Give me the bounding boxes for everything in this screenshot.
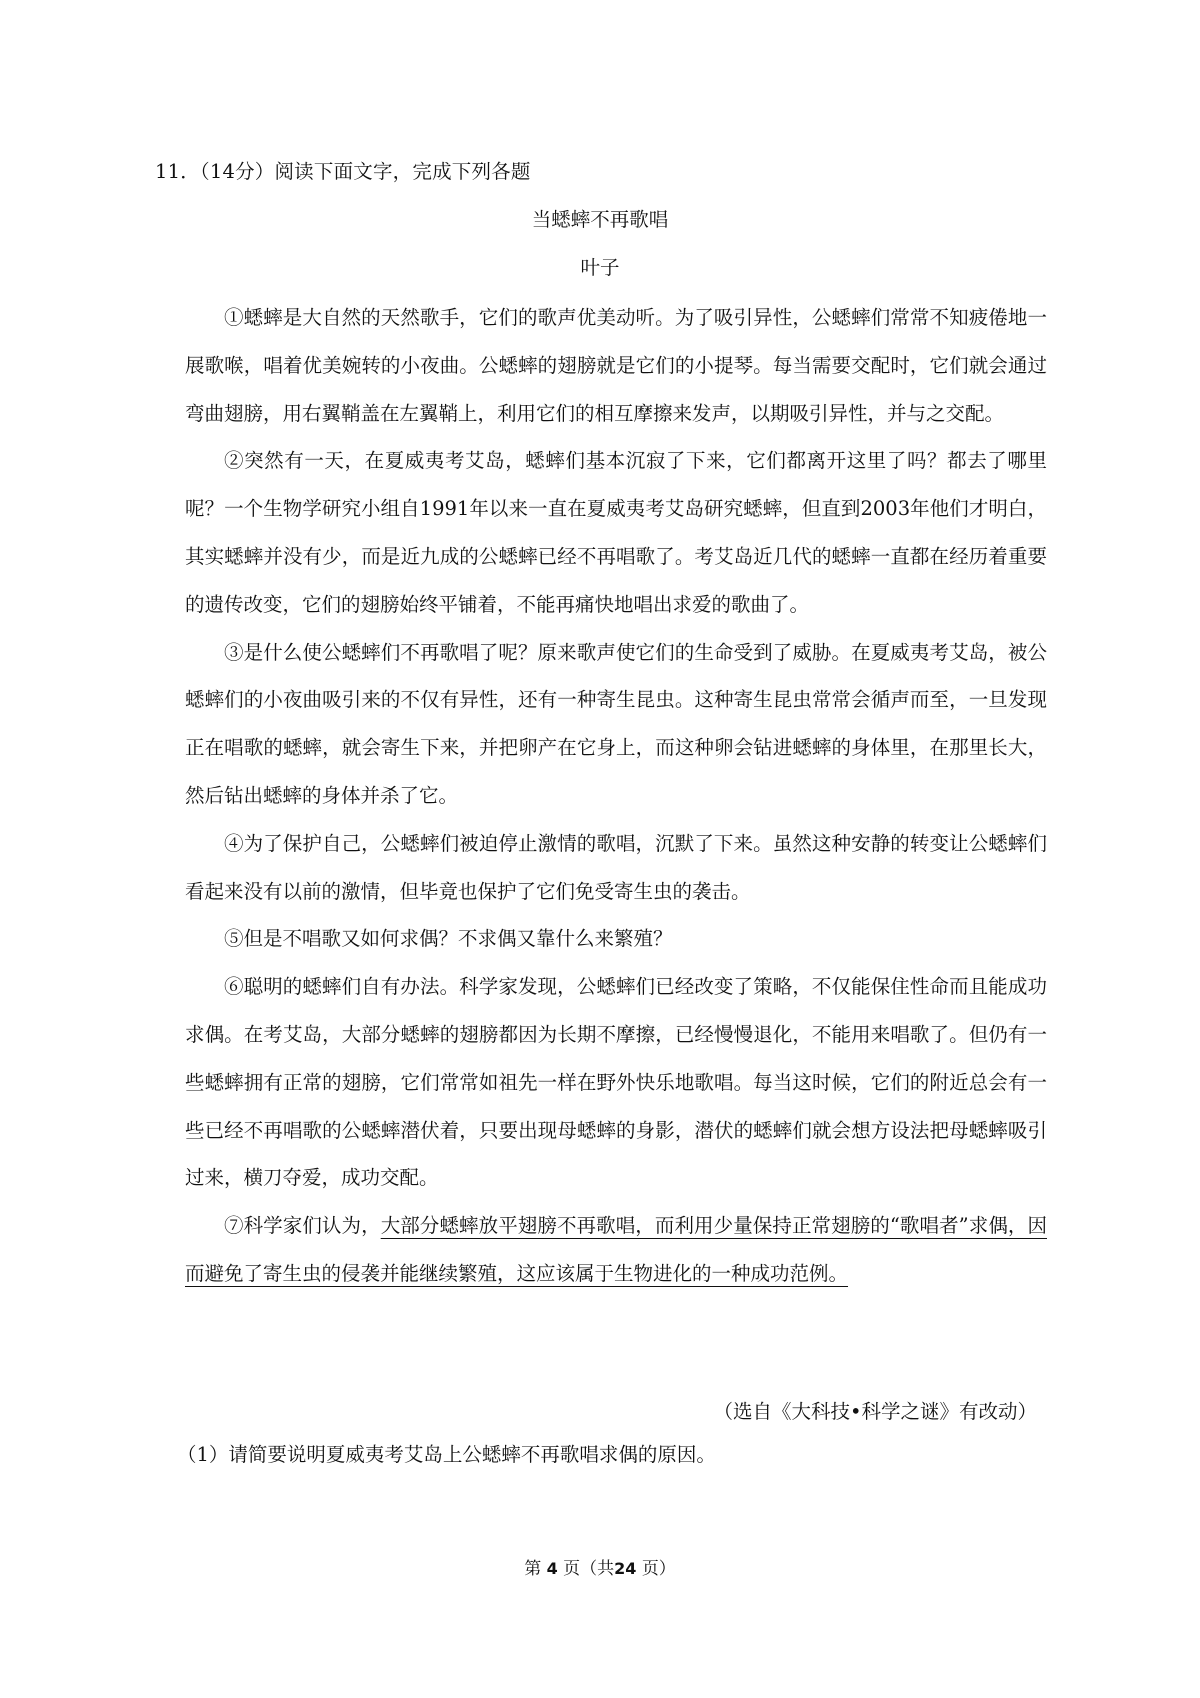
- footer-page-number: 4: [546, 1559, 558, 1578]
- paragraph-1: ①蟋蟀是大自然的天然歌手，它们的歌声优美动听。为了吸引异性，公蟋蟀们常常不知疲倦地一展歌喉，唱着优美婉转的小夜曲。公蟋蟀的翅膀就是它们的小提琴。每当需要交配时，它们就会通过弯曲翅膀，用右翼鞘盖在左翼鞘上，利用它们的相互摩擦来发声，以期吸引异性，并与之交配。: [185, 306, 1047, 425]
- footer-prefix: 第: [524, 1559, 542, 1579]
- sub-question-1: （1）请简要说明夏威夷考艾岛上公蟋蟀不再歌唱求偶的原因。: [177, 1443, 716, 1466]
- footer-suffix: 页）: [641, 1559, 676, 1579]
- paragraph-2: ②突然有一天，在夏威夷考艾岛，蟋蟀们基本沉寂了下来，它们都离开这里了吗？都去了哪里呢？一个生物学研究小组自1991年以来一直在夏威夷考艾岛研究蟋蟀，但直到2003年他们才明白，其实蟋蟀并没有少，而是近九成的公蟋蟀已经不再唱歌了。考艾岛近几代的蟋蟀一直都在经历着重要的遗传改变，它们的翅膀始终平铺着，不能再痛快地唱出求爱的歌曲了。: [185, 449, 1047, 616]
- paragraph-7-underlined-sentence: 大部分蟋蟀放平翅膀不再歌唱，而利用少量保持正常翅膀的“歌唱者”求偶，因而避免了寄生虫的侵袭并能继续繁殖，这应该属于生物进化的一种成功范例。: [185, 1214, 1047, 1285]
- paragraph-7-lead: ⑦科学家们认为，: [224, 1214, 381, 1238]
- paragraph-4: ④为了保护自己，公蟋蟀们被迫停止激情的歌唱，沉默了下来。虽然这种安静的转变让公蟋蟀们看起来没有以前的激情，但毕竟也保护了它们免受寄生虫的袭击。: [185, 831, 1047, 903]
- article-title: 当蟋蟀不再歌唱: [531, 208, 669, 231]
- question-header: 11．（14分）阅读下面文字，完成下列各题: [155, 160, 531, 183]
- article-author: 叶子: [580, 256, 620, 279]
- footer-middle: 页（共: [563, 1559, 615, 1579]
- paragraph-3: ③是什么使公蟋蟀们不再歌唱了呢？原来歌声使它们的生命受到了威胁。在夏威夷考艾岛，被公蟋蟀们的小夜曲吸引来的不仅有异性，还有一种寄生昆虫。这种寄生昆虫常常会循声而至，一旦发现正在唱歌的蟋蟀，就会寄生下来，并把卵产在它身上，而这种卵会钻进蟋蟀的身体里，在那里长大，然后钻出蟋蟀的身体并杀了它。: [185, 640, 1047, 807]
- article-source: （选自《大科技•科学之谜》有改动）: [713, 1400, 1037, 1423]
- footer-total-pages: 24: [614, 1559, 637, 1578]
- paragraph-7: [185, 1202, 1047, 1298]
- paragraph-6: ⑥聪明的蟋蟀们自有办法。科学家发现，公蟋蟀们已经改变了策略，不仅能保住性命而且能成功求偶。在考艾岛，大部分蟋蟀的翅膀都因为长期不摩擦，已经慢慢退化，不能用来唱歌了。但仍有一些蟋蟀拥有正常的翅膀，它们常常如祖先一样在野外快乐地歌唱。每当这时候，它们的附近总会有一些已经不再唱歌的公蟋蟀潜伏着，只要出现母蟋蟀的身影，潜伏的蟋蟀们就会想方设法把母蟋蟀吸引过来，横刀夺爱，成功交配。: [185, 975, 1047, 1190]
- article-body: [185, 294, 1047, 1298]
- paragraph-5: ⑤但是不唱歌又如何求偶？不求偶又靠什么来繁殖？: [224, 927, 673, 951]
- page-footer: [0, 1556, 1200, 1582]
